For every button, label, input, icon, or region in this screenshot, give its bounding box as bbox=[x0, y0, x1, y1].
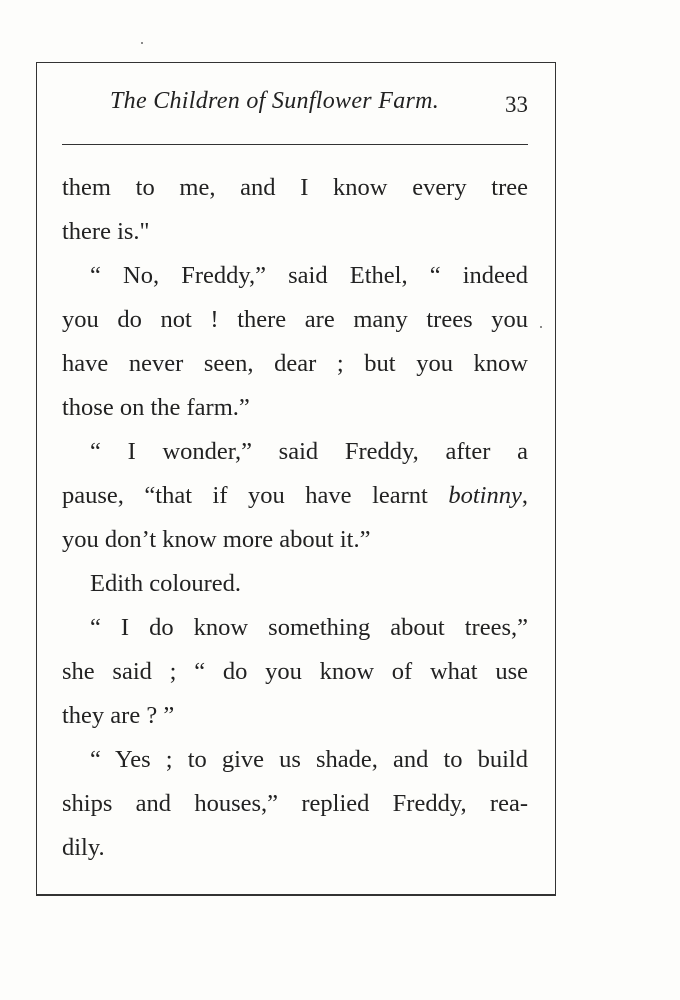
text-line: there is." bbox=[62, 218, 150, 245]
text-line: them to me, and I know every tree bbox=[62, 174, 528, 201]
body-text bbox=[62, 166, 528, 870]
text-run: , bbox=[521, 482, 528, 509]
scan-speck bbox=[141, 42, 143, 44]
page-number: 33 bbox=[505, 92, 528, 117]
text-line: those on the farm.” bbox=[62, 394, 250, 421]
text-line: “ Yes ; to give us shade, and to build bbox=[90, 746, 528, 773]
running-head bbox=[62, 88, 528, 132]
text-line: she said ; “ do you know of what use bbox=[62, 658, 528, 685]
text-line: they are ? ” bbox=[62, 702, 175, 729]
text-line: “ I wonder,” said Freddy, after a bbox=[90, 438, 528, 465]
text-line: “ No, Freddy,” said Ethel, “ indeed bbox=[90, 262, 528, 289]
italic-word: botinny bbox=[448, 482, 522, 509]
running-title: The Children of Sunflower Farm. bbox=[110, 88, 440, 114]
header-rule bbox=[62, 144, 528, 145]
text-line: have never seen, dear ; but you know bbox=[62, 350, 528, 377]
text-run: pause, “that if you have learnt bbox=[62, 482, 449, 509]
scan-speck bbox=[540, 326, 542, 328]
text-line: you do not ! there are many trees you bbox=[62, 306, 528, 333]
text-line: ships and houses,” replied Freddy, rea- bbox=[62, 790, 528, 817]
text-line: you don’t know more about it.” bbox=[62, 526, 371, 553]
text-line bbox=[62, 474, 528, 518]
text-line: dily. bbox=[62, 834, 105, 861]
text-line: “ I do know something about trees,” bbox=[90, 614, 528, 641]
text-line: Edith coloured. bbox=[90, 570, 242, 597]
